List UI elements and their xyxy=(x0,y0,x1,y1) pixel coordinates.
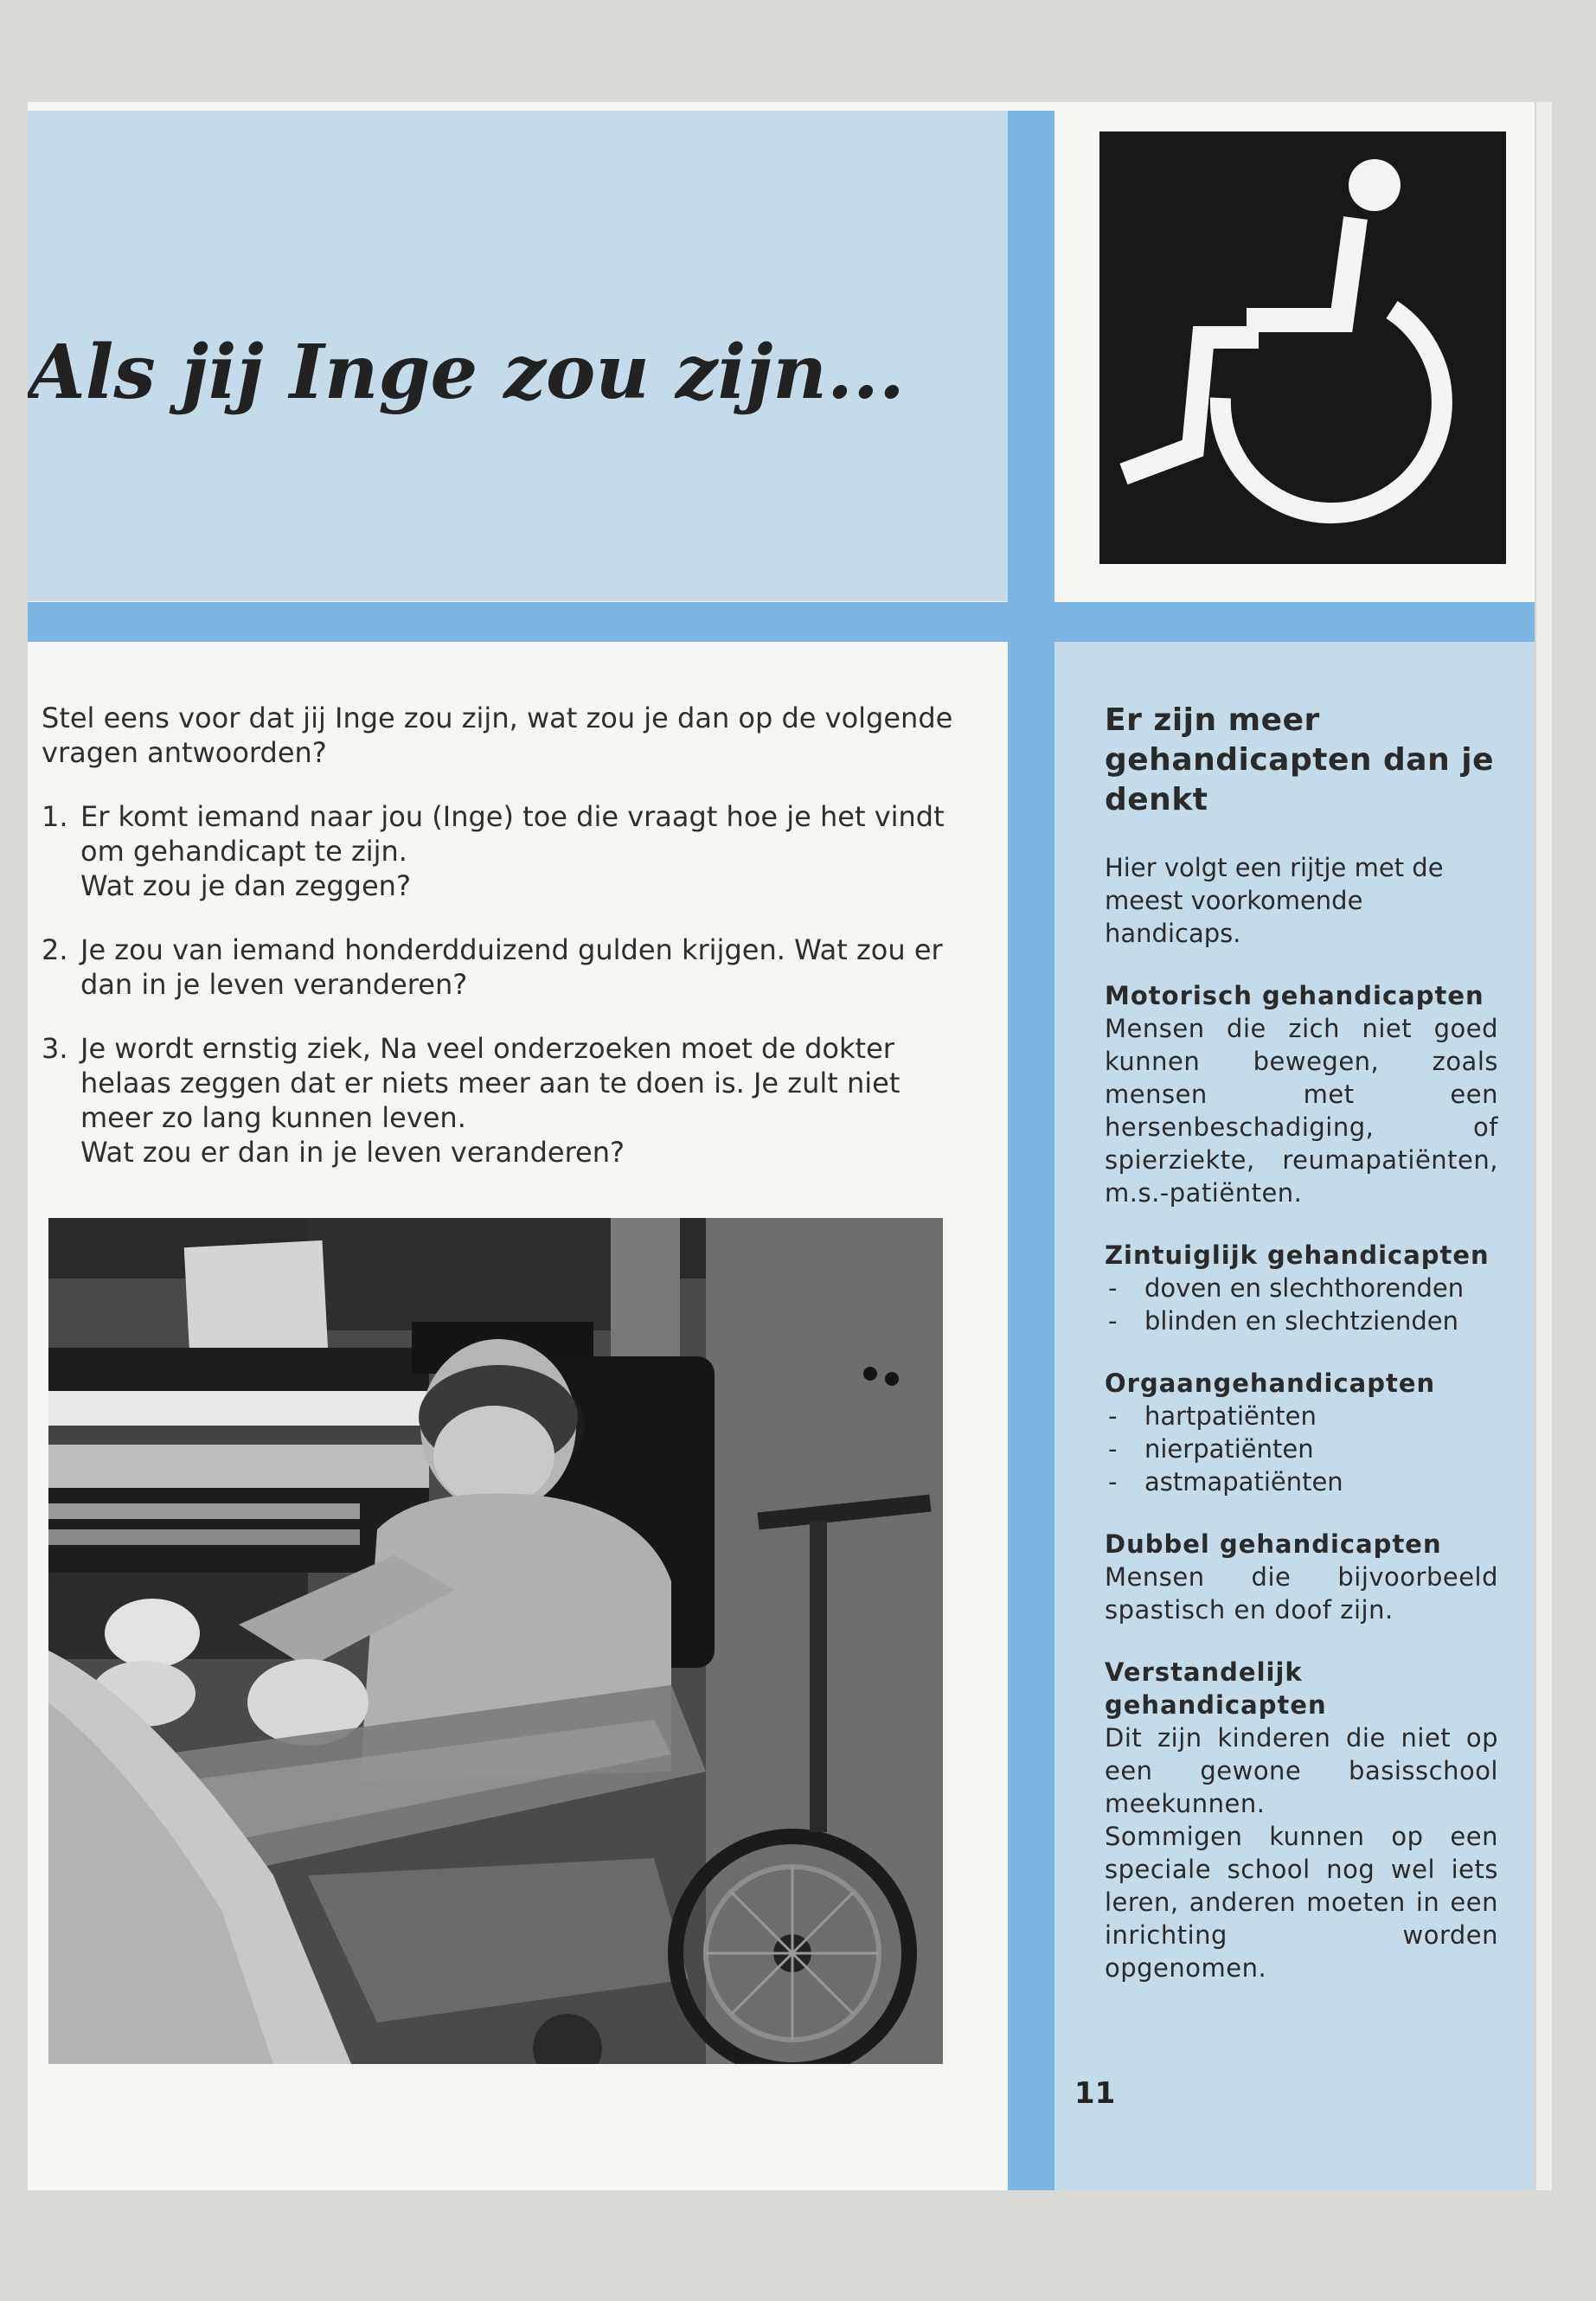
category-title: Motorisch gehandicapten xyxy=(1105,981,1484,1010)
category-description: Mensen die bijvoorbeeld spastisch en doof zijn. xyxy=(1105,1562,1498,1625)
page-number: 11 xyxy=(1074,2076,1116,2111)
list-item xyxy=(1105,1272,1498,1304)
list-item-text: blinden en slechtzienden xyxy=(1144,1306,1459,1336)
intro-section xyxy=(42,701,967,1170)
list-item-text: nierpatiënten xyxy=(1144,1434,1314,1464)
list-item xyxy=(1105,1400,1498,1433)
list-dash: - xyxy=(1108,1467,1118,1497)
question-number: 2. xyxy=(42,933,68,966)
list-item xyxy=(1105,1465,1498,1498)
category-description: Dit zijn kinderen die niet op een gewone basisschool meekunnen. xyxy=(1105,1723,1498,1818)
category-motorisch xyxy=(1105,979,1498,1209)
question-line: Je zou van iemand honderdduizend gulden krijgen. Wat zou er dan in je leven veranderen? xyxy=(80,933,943,1001)
question-text xyxy=(80,933,967,1002)
horizontal-blue-bar xyxy=(28,602,1552,642)
question-number: 1. xyxy=(42,800,68,833)
category-list xyxy=(1105,1400,1498,1498)
list-dash: - xyxy=(1108,1401,1118,1431)
list-dash: - xyxy=(1108,1434,1118,1464)
category-orgaan xyxy=(1105,1367,1498,1498)
vertical-blue-bar xyxy=(1008,111,1054,2190)
list-dash: - xyxy=(1108,1273,1118,1303)
page-title: Als jij Inge zou zijn... xyxy=(28,329,905,416)
category-title: Dubbel gehandicapten xyxy=(1105,1529,1442,1559)
wheelchair-accessibility-icon xyxy=(1099,131,1506,564)
question-number: 3. xyxy=(42,1032,68,1065)
category-description: Sommigen kunnen op een speciale school nog wel iets leren, anderen moeten in een inrichting worden opgenomen. xyxy=(1105,1822,1498,1983)
book-page xyxy=(28,102,1552,2190)
question-text xyxy=(80,799,967,903)
girl-in-wheelchair-photo xyxy=(48,1218,943,2064)
sidebar-heading: Er zijn meer gehandicapten dan je denkt xyxy=(1105,702,1495,817)
list-item-text: doven en slechthorenden xyxy=(1144,1273,1465,1303)
list-dash: - xyxy=(1108,1306,1118,1336)
category-verstandelijk xyxy=(1105,1656,1498,1984)
question-list xyxy=(42,799,967,1170)
sidebar-intro: Hier volgt een rijtje met de meest voorkomende handicaps. xyxy=(1105,853,1444,948)
list-item xyxy=(1105,1304,1498,1337)
question-line: Er komt iemand naar jou (Inge) toe die vraagt hoe je het vindt om gehandicapt te zijn. xyxy=(80,800,945,868)
intro-text: Stel eens voor dat jij Inge zou zijn, wat zou je dan op de volgende vragen antwoorden? xyxy=(42,702,953,769)
question-item xyxy=(42,799,967,903)
category-description: Mensen die zich niet goed kunnen bewegen, zoals mensen met een hersenbeschadiging, of spierziekte, reumapatiënten, m.s.-patiënten. xyxy=(1105,1014,1498,1208)
list-item xyxy=(1105,1433,1498,1465)
question-text xyxy=(80,1031,967,1170)
list-item-text: hartpatiënten xyxy=(1144,1401,1317,1431)
question-line: Wat zou je dan zeggen? xyxy=(80,869,411,902)
question-item xyxy=(42,1031,967,1170)
list-item-text: astmapatiënten xyxy=(1144,1467,1343,1497)
sidebar xyxy=(1105,701,1498,2014)
category-dubbel xyxy=(1105,1528,1498,1626)
question-line: Wat zou er dan in je leven veranderen? xyxy=(80,1136,625,1169)
question-line: Je wordt ernstig ziek, Na veel onderzoeken moet de dokter helaas zeggen dat er niets meer aan te doen is. Je zult niet meer zo lang kunnen leven. xyxy=(80,1032,901,1134)
question-item xyxy=(42,933,967,1002)
category-title: Zintuiglijk gehandicapten xyxy=(1105,1240,1490,1270)
category-zintuiglijk xyxy=(1105,1239,1498,1337)
category-list xyxy=(1105,1272,1498,1337)
category-title: Orgaangehandicapten xyxy=(1105,1368,1436,1398)
page-edge xyxy=(1535,102,1552,2190)
category-title: Verstandelijk gehandicapten xyxy=(1105,1657,1327,1720)
